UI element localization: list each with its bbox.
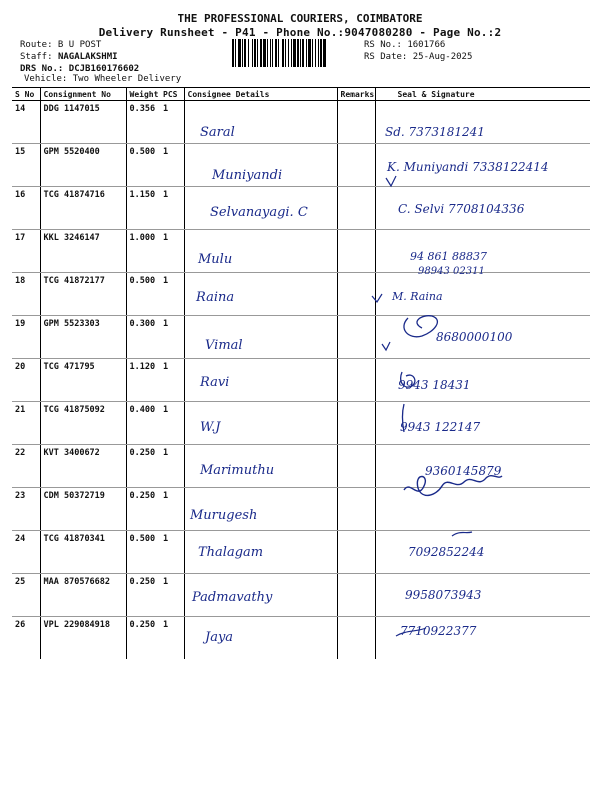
row-signature xyxy=(375,574,590,617)
consignee-mulu: Mulu xyxy=(198,252,233,267)
row-consignee xyxy=(184,402,337,445)
row-pcs: 1 xyxy=(160,101,184,144)
rs-number: RS No.: 1601766 xyxy=(364,40,446,50)
row-signature xyxy=(375,144,590,187)
row-consignee xyxy=(184,144,337,187)
signature-sd-1: Sd. 7373181241 xyxy=(385,125,485,139)
row-weight: 0.300 xyxy=(126,316,160,359)
row-signature xyxy=(375,402,590,445)
row-signature xyxy=(375,187,590,230)
table-row xyxy=(12,273,590,316)
table-row xyxy=(12,574,590,617)
staff-line xyxy=(20,52,118,62)
row-remarks xyxy=(337,316,375,359)
table-row xyxy=(12,531,590,574)
route-label: Route: B U POST xyxy=(20,40,102,50)
row-remarks xyxy=(337,488,375,531)
row-weight: 1.150 xyxy=(126,187,160,230)
row-sno: 19 xyxy=(12,316,40,359)
row-remarks xyxy=(337,445,375,488)
row-pcs: 1 xyxy=(160,316,184,359)
signature-22: 9360145879 xyxy=(425,464,502,478)
row-pcs: 1 xyxy=(160,144,184,187)
consignee-selvanayagi: Selvanayagi. C xyxy=(210,205,308,220)
row-signature xyxy=(375,359,590,402)
row-remarks xyxy=(337,574,375,617)
row-consignment: DDG 1147015 xyxy=(40,101,126,144)
table-row xyxy=(12,187,590,230)
signature-24: 7092852244 xyxy=(408,545,485,559)
table-row xyxy=(12,144,590,187)
row-consignment: KKL 3246147 xyxy=(40,230,126,273)
row-signature xyxy=(375,488,590,531)
row-weight: 0.500 xyxy=(126,531,160,574)
row-consignment: GPM 5523303 xyxy=(40,316,126,359)
signature-21: 9943 122147 xyxy=(400,420,481,434)
row-weight: 0.250 xyxy=(126,445,160,488)
consignee-muniyandi: Muniyandi xyxy=(212,168,283,183)
row-sno: 18 xyxy=(12,273,40,316)
row-pcs: 1 xyxy=(163,620,169,630)
row-sno: 15 xyxy=(12,144,40,187)
row-signature xyxy=(375,230,590,273)
row-consignee xyxy=(184,617,337,660)
drs-line xyxy=(20,64,139,74)
row-consignment: TCG 471795 xyxy=(40,359,126,402)
col-sno: S No xyxy=(12,88,40,101)
consignee-marimuthu: Marimuthu xyxy=(200,463,275,478)
table-row xyxy=(12,617,590,660)
row-pcs: 1 xyxy=(160,402,184,445)
row-consignee xyxy=(184,187,337,230)
row-consignee xyxy=(184,574,337,617)
row-pcs: 1 xyxy=(160,187,184,230)
table-header-row xyxy=(12,88,590,101)
consignee-murugesh: Murugesh xyxy=(190,508,258,523)
signature-raina: M. Raina xyxy=(392,290,443,303)
row-weight: 0.250 xyxy=(126,617,160,660)
table-row xyxy=(12,445,590,488)
signature-vimal: 8680000100 xyxy=(436,330,513,344)
row-signature xyxy=(375,617,590,660)
row-consignee xyxy=(184,488,337,531)
table-row xyxy=(12,488,590,531)
row-weight: 0.250 xyxy=(126,574,160,617)
row-consignment: TCG 41870341 xyxy=(40,531,126,574)
row-weight: 0.250 xyxy=(126,488,160,531)
consignee-vimal: Vimal xyxy=(205,338,243,353)
company-title: THE PROFESSIONAL COURIERS, COIMBATORE xyxy=(177,12,423,25)
row-consignment: CDM 50372719 xyxy=(40,488,126,531)
row-pcs: 1 xyxy=(160,574,184,617)
row-weight: 0.400 xyxy=(126,402,160,445)
table-row xyxy=(12,316,590,359)
col-signature: Seal & Signature xyxy=(375,88,590,101)
row-signature xyxy=(375,531,590,574)
drs-number: DCJB160176602 xyxy=(68,64,140,74)
row-remarks xyxy=(337,402,375,445)
row-consignment: GPM 5520400 xyxy=(40,144,126,187)
signature-k-muniyandi: K. Muniyandi 7338122414 xyxy=(387,160,549,174)
col-pcs: PCS xyxy=(160,88,184,101)
signature-25: 9958073943 xyxy=(405,588,482,602)
row-sno: 21 xyxy=(12,402,40,445)
row-sno: 23 xyxy=(12,488,40,531)
signature-c-selvi: C. Selvi 7708104336 xyxy=(398,202,525,216)
row-pcs: 1 xyxy=(160,230,184,273)
vehicle-label: Vehicle: Two Wheeler Delivery xyxy=(24,74,182,84)
row-consignment: VPL 229084918 xyxy=(40,617,126,660)
col-consignee: Consignee Details xyxy=(184,88,337,101)
barcode xyxy=(232,39,360,67)
row-remarks xyxy=(337,531,375,574)
row-consignment: TCG 41872177 xyxy=(40,273,126,316)
row-sno: 26 xyxy=(15,620,26,630)
row-weight: 1.000 xyxy=(126,230,160,273)
row-consignment: KVT 3400672 xyxy=(40,445,126,488)
consignee-padmavathy: Padmavathy xyxy=(192,590,273,605)
row-weight: 0.500 xyxy=(126,273,160,316)
row-consignment: TCG 41874716 xyxy=(40,187,126,230)
signature-ravi: 9943 18431 xyxy=(398,378,471,392)
table-row xyxy=(12,230,590,273)
row-remarks xyxy=(337,144,375,187)
runsheet-table xyxy=(12,87,590,659)
staff-label: Staff: xyxy=(20,52,53,62)
row-pcs: 1 xyxy=(160,273,184,316)
table-row xyxy=(12,359,590,402)
consignee-jaya: Jaya xyxy=(205,630,234,645)
row-sno: 17 xyxy=(12,230,40,273)
row-remarks xyxy=(337,230,375,273)
row-signature xyxy=(375,316,590,359)
row-weight: 0.356 xyxy=(126,101,160,144)
row-pcs: 1 xyxy=(160,488,184,531)
row-consignee xyxy=(184,273,337,316)
consignee-thalagam: Thalagam xyxy=(198,545,264,560)
col-consignment: Consignment No xyxy=(40,88,126,101)
col-remarks: Remarks xyxy=(337,88,375,101)
consignee-ravi: Ravi xyxy=(200,375,230,390)
row-weight: 1.120 xyxy=(126,359,160,402)
consignee-raina: Raina xyxy=(196,290,235,305)
row-signature xyxy=(375,101,590,144)
table-row xyxy=(12,402,590,445)
row-pcs: 1 xyxy=(160,531,184,574)
row-sno: 24 xyxy=(12,531,40,574)
table-row xyxy=(12,101,590,144)
row-pcs: 1 xyxy=(160,359,184,402)
row-sno: 25 xyxy=(12,574,40,617)
row-remarks xyxy=(337,187,375,230)
phone-raina: 98943 02311 xyxy=(418,266,485,277)
consignee-21: W.J xyxy=(200,420,221,435)
row-pcs: 1 xyxy=(160,445,184,488)
signature-26: 7710922377 xyxy=(400,624,477,638)
row-weight: 0.500 xyxy=(126,144,160,187)
rs-date: RS Date: 25-Aug-2025 xyxy=(364,52,473,62)
consignee-saral: Saral xyxy=(200,125,235,140)
row-sno: 16 xyxy=(12,187,40,230)
row-consignee xyxy=(184,531,337,574)
row-consignment: MAA 870576682 xyxy=(40,574,126,617)
row-consignment: TCG 41875092 xyxy=(40,402,126,445)
row-sno: 14 xyxy=(12,101,40,144)
row-consignee xyxy=(184,230,337,273)
staff-name: NAGALAKSHMI xyxy=(57,52,118,62)
row-remarks xyxy=(337,617,375,660)
row-consignee xyxy=(184,359,337,402)
row-sno: 20 xyxy=(12,359,40,402)
col-weight: Weight xyxy=(126,88,160,101)
row-consignee xyxy=(184,445,337,488)
phone-mulu: 94 861 88837 xyxy=(410,250,487,263)
row-remarks xyxy=(337,273,375,316)
row-remarks xyxy=(337,101,375,144)
row-signature xyxy=(375,273,590,316)
row-consignee xyxy=(184,101,337,144)
row-signature xyxy=(375,445,590,488)
row-remarks xyxy=(337,359,375,402)
runsheet-subtitle: Delivery Runsheet - P41 - Phone No.:9047080280 - Page No.:2 xyxy=(98,26,502,39)
row-consignee xyxy=(184,316,337,359)
row-sno: 22 xyxy=(12,445,40,488)
drs-label: DRS No.: xyxy=(20,64,64,74)
